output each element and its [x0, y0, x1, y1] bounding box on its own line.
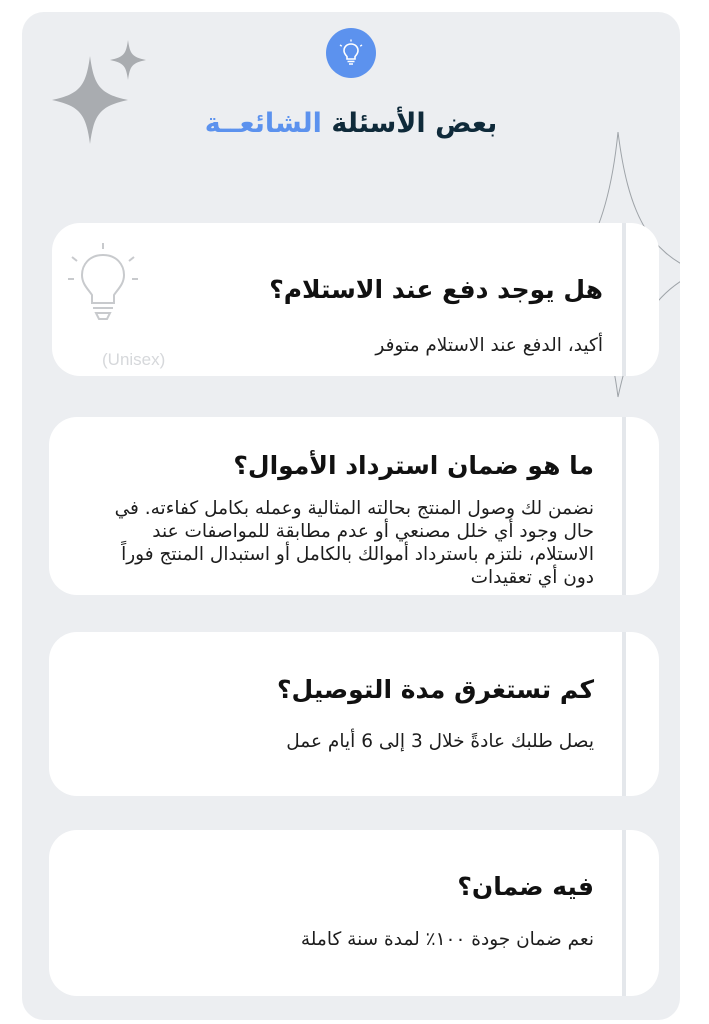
watermark-text: (Unisex)	[102, 350, 166, 369]
card-divider	[622, 223, 626, 376]
title-accent: الشائعــة	[204, 108, 322, 139]
faq-item-warranty[interactable]	[49, 830, 659, 996]
card-divider	[622, 830, 626, 996]
faq-item-delivery[interactable]	[49, 632, 659, 796]
faq-item-refund[interactable]	[49, 417, 659, 595]
card-divider	[622, 632, 626, 796]
faq-question: هل يوجد دفع عند الاستلام؟	[269, 275, 603, 304]
title-main: بعض الأسئلة	[321, 108, 498, 139]
faq-question: كم تستغرق مدة التوصيل؟	[277, 675, 594, 704]
faq-panel	[22, 12, 680, 1020]
faq-answer: يصل طلبك عادةً خلال 3 إلى 6 أيام عمل	[286, 731, 594, 752]
page-title	[22, 104, 680, 144]
faq-question: ما هو ضمان استرداد الأموال؟	[233, 451, 594, 480]
faq-item-cod[interactable]	[52, 223, 659, 376]
faq-answer: أكيد، الدفع عند الاستلام متوفر	[375, 335, 603, 356]
faq-answer: نعم ضمان جودة ١٠٠٪ لمدة سنة كاملة	[300, 929, 594, 950]
lightbulb-icon	[66, 241, 140, 331]
card-divider	[622, 417, 626, 595]
faq-answer: نضمن لك وصول المنتج بحالته المثالية وعمله بكامل كفاءته. في حال وجود أي خلل مصنعي أو عدم مطابقة للمواصفات عند الاستلام، نلتزم باسترداد أموالك بالكامل أو استبدال المنتج فوراً دون أي تعقيدات	[114, 498, 594, 588]
lightbulb-icon	[326, 28, 376, 78]
faq-question: فيه ضمان؟	[457, 872, 594, 901]
